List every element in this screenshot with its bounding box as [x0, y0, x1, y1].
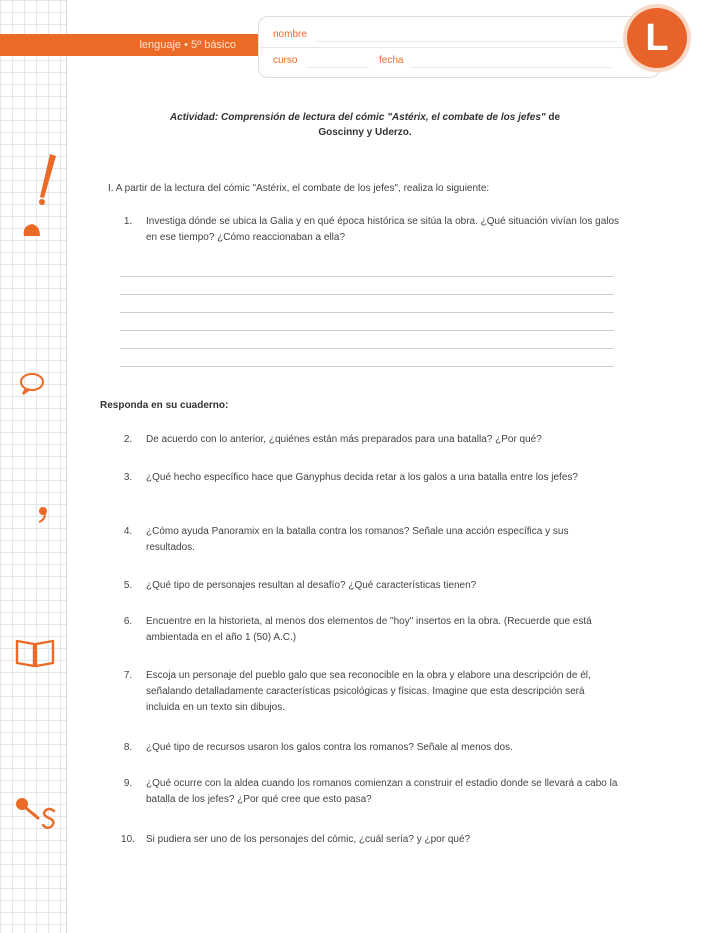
instruction-intro: I. A partir de la lectura del cómic "Astérix, el combate de los jefes", realiza lo siguiente:: [108, 183, 490, 194]
question-text: ¿Qué hecho específico hace que Ganyphus decida retar a los galos a una batalla entre los jefes?: [146, 472, 578, 483]
letter-s-icon: [40, 806, 58, 830]
question-text: ¿Qué tipo de personajes resultan al desafío? ¿Qué características tienen?: [146, 580, 477, 591]
question-text: Escoja un personaje del pueblo galo que sea reconocible en la obra y elabore una descripción de él, señalando detalladamente características psicológicas y físicas. Imagine que esta descripción será incluida en un texto sin dibujos.: [146, 670, 591, 713]
nombre-label: nombre: [273, 29, 307, 40]
question-number: 10.: [121, 834, 135, 845]
question-text: Encuentre en la historieta, al menos dos elementos de "hoy" insertos en la obra. (Recuerde que está ambientada en el año 1 (50) A.C.): [146, 616, 592, 643]
question-number: 6.: [123, 616, 133, 627]
question-2: [110, 432, 620, 448]
answer-line[interactable]: [120, 276, 614, 277]
question-number: 5.: [123, 580, 133, 591]
question-number: 1.: [123, 216, 133, 227]
curso-label: curso: [273, 55, 298, 66]
question-1: [110, 214, 620, 246]
curso-field[interactable]: [307, 67, 369, 68]
question-6: [110, 614, 620, 646]
question-number: 4.: [123, 526, 133, 537]
subject-band: [0, 34, 262, 56]
question-text: Si pudiera ser uno de los personajes del cómic, ¿cuál sería? y ¿por qué?: [146, 834, 471, 845]
question-8: [110, 740, 620, 756]
question-number: 3.: [123, 472, 133, 483]
question-4: [110, 524, 620, 556]
question-text: ¿Qué tipo de recursos usaron los galos contra los romanos? Señale al menos dos.: [146, 742, 513, 753]
question-number: 7.: [123, 670, 133, 681]
answer-line[interactable]: [120, 330, 614, 331]
header-divider: [259, 47, 659, 48]
question-text: ¿Cómo ayuda Panoramix en la batalla contra los romanos? Señale una acción específica y sus resultados.: [146, 526, 569, 553]
answer-line[interactable]: [120, 348, 614, 349]
question-9: [110, 776, 620, 808]
title-suffix: de: [548, 112, 561, 123]
question-number: 8.: [123, 742, 133, 753]
open-book-icon: [14, 636, 56, 670]
title-prefix: Actividad: Comprensión de lectura del cómic: [169, 112, 385, 123]
question-number: 2.: [123, 434, 133, 445]
answer-line[interactable]: [120, 294, 614, 295]
nombre-field[interactable]: [317, 41, 617, 42]
answer-line[interactable]: [120, 312, 614, 313]
fecha-label: fecha: [379, 55, 404, 66]
section-subhead: Responda en su cuaderno:: [100, 400, 229, 411]
margin-grid: [0, 0, 66, 933]
speech-bubble-icon: [18, 372, 46, 396]
question-10: [110, 832, 620, 848]
question-7: [110, 668, 620, 716]
question-text: De acuerdo con lo anterior, ¿quiénes están más preparados para una batalla? ¿Por qué?: [146, 434, 542, 445]
ink-drop-icon: [20, 220, 44, 238]
answer-lines[interactable]: [120, 276, 614, 384]
subject-label: lenguaje • 5º básico: [139, 39, 236, 51]
worksheet-title: [110, 110, 620, 140]
fecha-field[interactable]: [411, 67, 611, 68]
answer-line[interactable]: [120, 366, 614, 367]
question-3: [110, 470, 620, 486]
student-info-box: [258, 16, 660, 78]
question-5: [110, 578, 620, 594]
comma-icon: [36, 506, 50, 524]
title-authors: Goscinny y Uderzo.: [318, 127, 412, 138]
margin-divider: [66, 0, 67, 933]
question-text: Investiga dónde se ubica la Galia y en qué época histórica se sitúa la obra. ¿Qué situación vivían los galos en ese tiempo? ¿Cómo reaccionaban a ella?: [146, 216, 620, 243]
pen-icon: [30, 152, 58, 208]
question-number: 9.: [123, 778, 133, 789]
question-text: ¿Qué ocurre con la aldea cuando los romanos comienzan a construir el estadio donde se llevará a cabo la batalla de los jefes? ¿Por qué cree que esto pasa?: [146, 778, 618, 805]
subject-badge: L: [627, 8, 687, 68]
title-work: "Astérix, el combate de los jefes": [387, 112, 546, 123]
